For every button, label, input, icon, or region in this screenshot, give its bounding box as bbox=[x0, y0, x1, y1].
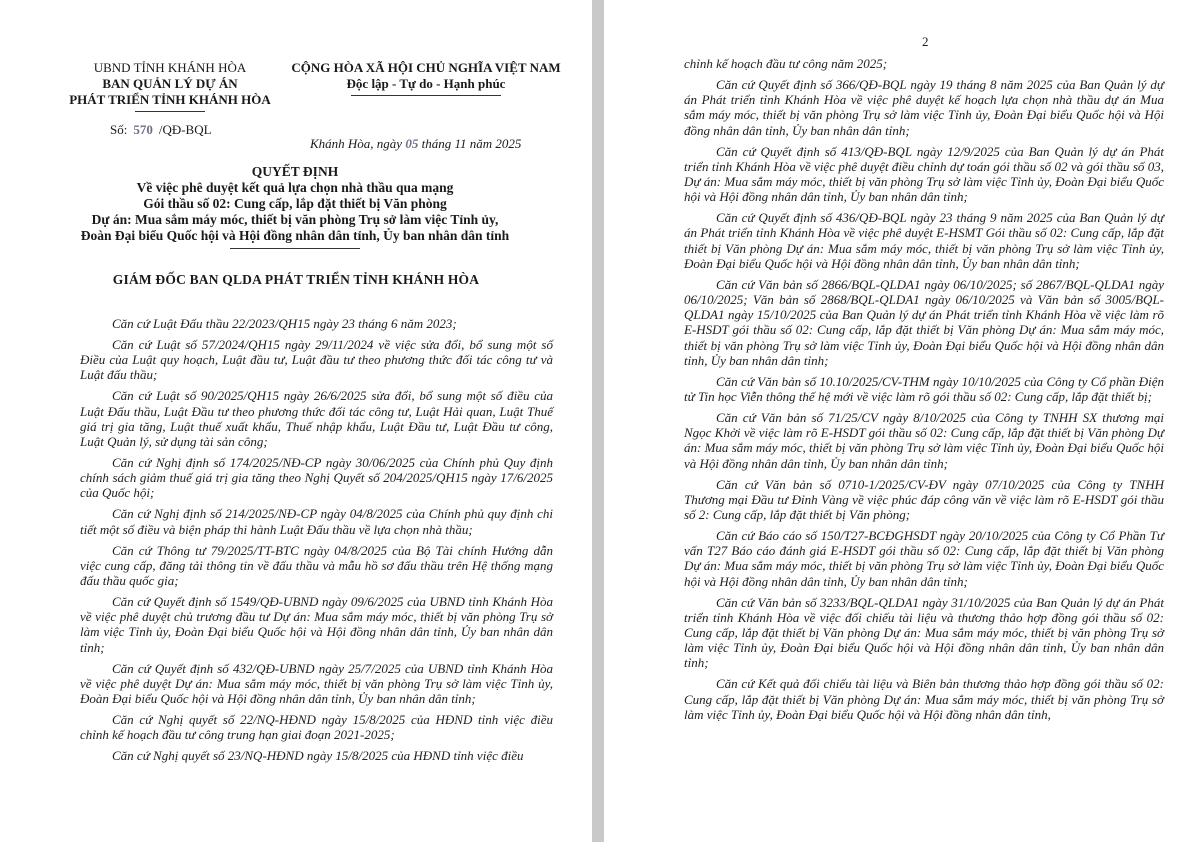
issuing-agency-header bbox=[50, 60, 290, 112]
document-page-1 bbox=[0, 0, 592, 842]
national-motto: Độc lập - Tự do - Hạnh phúc bbox=[346, 76, 506, 91]
legal-basis-paragraph: Căn cứ Văn bản số 0710-1/2025/CV-ĐV ngày 07/10/2025 của Công ty TNHH Thương mại Đầu tư Đỉnh Vàng về việc phúc đáp công văn về việc làm rõ E-HSDT gói thầu số 2: Cung cấp, lắp đặt thiết bị Văn phòng; bbox=[684, 476, 1164, 523]
legal-basis-paragraph: Căn cứ Nghị định số 214/2025/NĐ-CP ngày 04/8/2025 của Chính phủ quy định chi tiết một số điều và biện pháp thi hành Luật Đấu thầu về lựa chọn nhà thầu; bbox=[80, 506, 553, 537]
decision-subject-line4: Đoàn Đại biểu Quốc hội và Hội đồng nhân dân tỉnh, Ủy ban nhân dân tỉnh bbox=[80, 228, 510, 243]
decision-title bbox=[60, 164, 530, 249]
document-number-prefix: Số: bbox=[110, 122, 128, 137]
agency-name-line2: PHÁT TRIỂN TỈNH KHÁNH HÒA bbox=[69, 92, 271, 107]
legal-basis-list-page2 bbox=[684, 56, 1164, 728]
legal-basis-paragraph: Căn cứ Luật Đấu thầu 22/2023/QH15 ngày 23 tháng 6 năm 2023; bbox=[112, 316, 457, 331]
document-number-value: 570 bbox=[133, 122, 153, 137]
legal-basis-paragraph: Căn cứ Quyết định số 366/QĐ-BQL ngày 19 tháng 8 năm 2025 của Ban Quản lý dự án Phát triển tỉnh Khánh Hòa về việc phê duyệt kế hoạch lựa chọn nhà thầu dự án Mua sắm máy móc, thiết bị văn phòng Trụ sở làm việc Tỉnh ủy, Đoàn Đại biểu Quốc hội và Hội đồng nhân dân tỉnh, Ủy ban nhân dân tỉnh; bbox=[684, 77, 1164, 138]
legal-basis-paragraph: Căn cứ Văn bản số 3233/BQL-QLDA1 ngày 31/10/2025 của Ban Quản lý dự án Phát triển tỉnh Khánh Hòa về việc đối chiếu tài liệu và thương thảo hợp đồng gói thầu số 02: Cung cấp, lắp đặt thiết bị Văn phòng Dự án: Mua sắm máy móc, thiết bị văn phòng Trụ sở làm việc Tỉnh ủy, Đoàn Đại biểu Quốc hội và Hội đồng nhân dân tỉnh, Ủy ban nhân dân tỉnh; bbox=[684, 594, 1164, 671]
continued-paragraph: chỉnh kế hoạch đầu tư công năm 2025; bbox=[684, 56, 888, 71]
decision-heading: QUYẾT ĐỊNH bbox=[251, 164, 339, 179]
national-motto-header bbox=[282, 60, 570, 96]
legal-basis-paragraph: Căn cứ Nghị quyết số 22/NQ-HĐND ngày 15/8/2025 của HĐND tỉnh việc điều chỉnh kế hoạch đầu tư công trung hạn giai đoạn 2021-2025; bbox=[80, 712, 553, 743]
legal-basis-paragraph: Căn cứ Thông tư 79/2025/TT-BTC ngày 04/8/2025 của Bộ Tài chính Hướng dẫn việc cung cấp, đăng tải thông tin về đấu thầu và mẫu hồ sơ đấu thầu trên Hệ thống mạng đấu thầu quốc gia; bbox=[80, 542, 553, 589]
agency-parent: UBND TỈNH KHÁNH HÒA bbox=[93, 60, 247, 75]
legal-basis-paragraph: Căn cứ Văn bản số 2866/BQL-QLDA1 ngày 06/10/2025; số 2867/BQL-QLDA1 ngày 06/10/2025; Văn bản số 2868/BQL-QLDA1 ngày 06/10/2025 và Văn bản số 3005/BQL-QLDA1 ngày 15/10/2025 của Ban Quản lý dự án Phát triển tỉnh Khánh Hòa về việc làm rõ E-HSDT gói thầu số 02: Cung cấp, lắp đặt thiết bị Văn phòng Dự án: Mua sắm máy móc, thiết bị văn phòng Trụ sở làm việc Tỉnh ủy, Đoàn Đại biểu Quốc hội và Hội đồng nhân dân tỉnh, Ủy ban nhân dân tỉnh; bbox=[684, 276, 1164, 368]
document-date bbox=[310, 136, 521, 152]
legal-basis-paragraph: Căn cứ Văn bản số 10.10/2025/CV-THM ngày 10/10/2025 của Công ty Cổ phần Điện tử Tin học Viễn thông thế hệ mới về việc làm rõ gói thầu số 02: Cung cấp, lắp đặt thiết bị; bbox=[684, 373, 1164, 405]
legal-basis-paragraph: Căn cứ Kết quả đối chiếu tài liệu và Biên bản thương thảo hợp đồng gói thầu số 02: Cung cấp, lắp đặt thiết bị Văn phòng Dự án: Mua sắm máy móc, thiết bị văn phòng Trụ sở làm việc Tỉnh ủy, Đoàn Đại biểu Quốc hội và Hội đồng nhân dân tỉnh, bbox=[684, 676, 1164, 722]
page-number: 2 bbox=[922, 34, 929, 49]
legal-basis-paragraph: Căn cứ Quyết định số 413/QĐ-BQL ngày 12/9/2025 của Ban Quản lý dự án Phát triển tỉnh Khánh Hòa về việc phê duyệt điều chỉnh dự toán gói thầu số 02 và gói thầu số 03, Dự án: Mua sắm máy móc, thiết bị văn phòng Trụ sở làm việc Tỉnh ủy, Đoàn Đại biểu Quốc hội và Hội đồng nhân dân tỉnh, Ủy ban nhân dân tỉnh; bbox=[684, 143, 1164, 205]
legal-basis-paragraph: Căn cứ Văn bản số 71/25/CV ngày 8/10/2025 của Công ty TNHH SX thương mại Ngọc Khởi về việc làm rõ E-HSDT gói thầu số 02: Cung cấp, lắp đặt thiết bị Văn phòng Dự án: Mua sắm máy móc, thiết bị văn phòng Trụ sở làm việc Tỉnh ủy, Đoàn Đại biểu Quốc hội và Hội đồng nhân dân tỉnh, Ủy ban nhân dân tỉnh; bbox=[684, 410, 1164, 471]
legal-basis-paragraph: Căn cứ Quyết định số 432/QĐ-UBND ngày 25/7/2025 của UBND tỉnh Khánh Hòa về việc phê duyệt Dự án: Mua sắm máy móc, thiết bị văn phòng Trụ sở làm việc Tỉnh ủy, Đoàn Đại biểu Quốc hội và Hội đồng nhân dân tỉnh, Ủy ban nhân dân tỉnh; bbox=[80, 660, 553, 707]
title-underline bbox=[230, 248, 360, 249]
legal-basis-list-page1 bbox=[80, 316, 553, 769]
agency-underline bbox=[135, 111, 205, 112]
date-day: 05 bbox=[405, 136, 419, 151]
legal-basis-paragraph: Căn cứ Nghị định số 174/2025/NĐ-CP ngày 30/06/2025 của Chính phủ Quy định chính sách giảm thuế giá trị gia tăng theo Nghị Quyết số 204/2025/QH15 ngày 17/6/2025 của Quốc hội; bbox=[80, 455, 553, 501]
agency-name-line1: BAN QUẢN LÝ DỰ ÁN bbox=[102, 76, 238, 91]
issuing-authority: GIÁM ĐỐC BAN QLDA PHÁT TRIỂN TỈNH KHÁNH HÒA bbox=[112, 272, 480, 287]
date-prefix: Khánh Hòa, ngày bbox=[310, 136, 403, 151]
legal-basis-paragraph: Căn cứ Quyết định số 1549/QĐ-UBND ngày 09/6/2025 của UBND tỉnh Khánh Hòa về việc phê duyệt chủ trương đầu tư Dự án: Mua sắm máy móc, thiết bị văn phòng Trụ sở làm việc Tỉnh ủy, Đoàn Đại biểu Quốc hội và Hội đồng nhân dân tỉnh, Ủy ban nhân dân tỉnh; bbox=[80, 594, 553, 655]
national-name: CỘNG HÒA XÃ HỘI CHỦ NGHĨA VIỆT NAM bbox=[291, 60, 561, 75]
legal-basis-paragraph: Căn cứ Báo cáo số 150/T27-BCĐGHSDT ngày 20/10/2025 của Công ty Cổ Phần Tư vấn T27 Báo cáo đánh giá E-HSDT gói thầu số 02: Cung cấp, lắp đặt thiết bị Văn phòng Dự án: Mua sắm máy móc, thiết bị văn phòng Trụ sở làm việc Tỉnh ủy, Đoàn Đại biểu Quốc hội và Hội đồng nhân dân tỉnh, Ủy ban nhân dân tỉnh; bbox=[684, 528, 1164, 589]
document-number bbox=[110, 122, 212, 138]
decision-subject-line2: Gói thầu số 02: Cung cấp, lắp đặt thiết bị Văn phòng bbox=[143, 196, 447, 211]
motto-underline bbox=[351, 95, 501, 96]
legal-basis-paragraph: Căn cứ Quyết định số 436/QĐ-BQL ngày 23 tháng 9 năm 2025 của Ban Quản lý dự án Phát triển tỉnh Khánh Hòa về việc phê duyệt E-HSMT Gói thầu số 02: Cung cấp, lắp đặt thiết bị Văn phòng Dự án: Mua sắm máy móc, thiết bị văn phòng Trụ sở làm việc Tỉnh ủy, Đoàn Đại biểu Quốc hội và Hội đồng nhân dân tỉnh, Ủy ban nhân dân tỉnh; bbox=[684, 210, 1164, 271]
date-suffix: tháng 11 năm 2025 bbox=[421, 136, 522, 151]
decision-subject-line3: Dự án: Mua sắm máy móc, thiết bị văn phòng Trụ sở làm việc Tỉnh ủy, bbox=[91, 212, 499, 227]
document-page-2 bbox=[604, 0, 1200, 842]
legal-basis-paragraph: Căn cứ Luật số 90/2025/QH15 ngày 26/6/2025 sửa đổi, bổ sung một số điều của Luật Đấu thầu, Luật Đầu tư theo phương thức đối tác công tư, Luật Hải quan, Luật Thuế giá trị gia tăng, Luật thuế xuất khẩu, Thuế nhập khẩu, Luật Đầu tư, Luật Đầu tư công, Luật Quản lý, sử dụng tài sản công; bbox=[80, 388, 553, 450]
legal-basis-paragraph: Căn cứ Nghị quyết số 23/NQ-HĐND ngày 15/8/2025 của HĐND tỉnh việc điều bbox=[112, 748, 524, 764]
decision-subject-line1: Về việc phê duyệt kết quả lựa chọn nhà thầu qua mạng bbox=[136, 180, 454, 195]
document-number-suffix: /QĐ-BQL bbox=[158, 122, 212, 137]
legal-basis-paragraph: Căn cứ Luật số 57/2024/QH15 ngày 29/11/2024 về việc sửa đổi, bổ sung một số Điều của Luật quy hoạch, Luật đầu tư, Luật đầu tư theo phương thức đối tác công tư và Luật đấu thầu; bbox=[80, 337, 553, 383]
